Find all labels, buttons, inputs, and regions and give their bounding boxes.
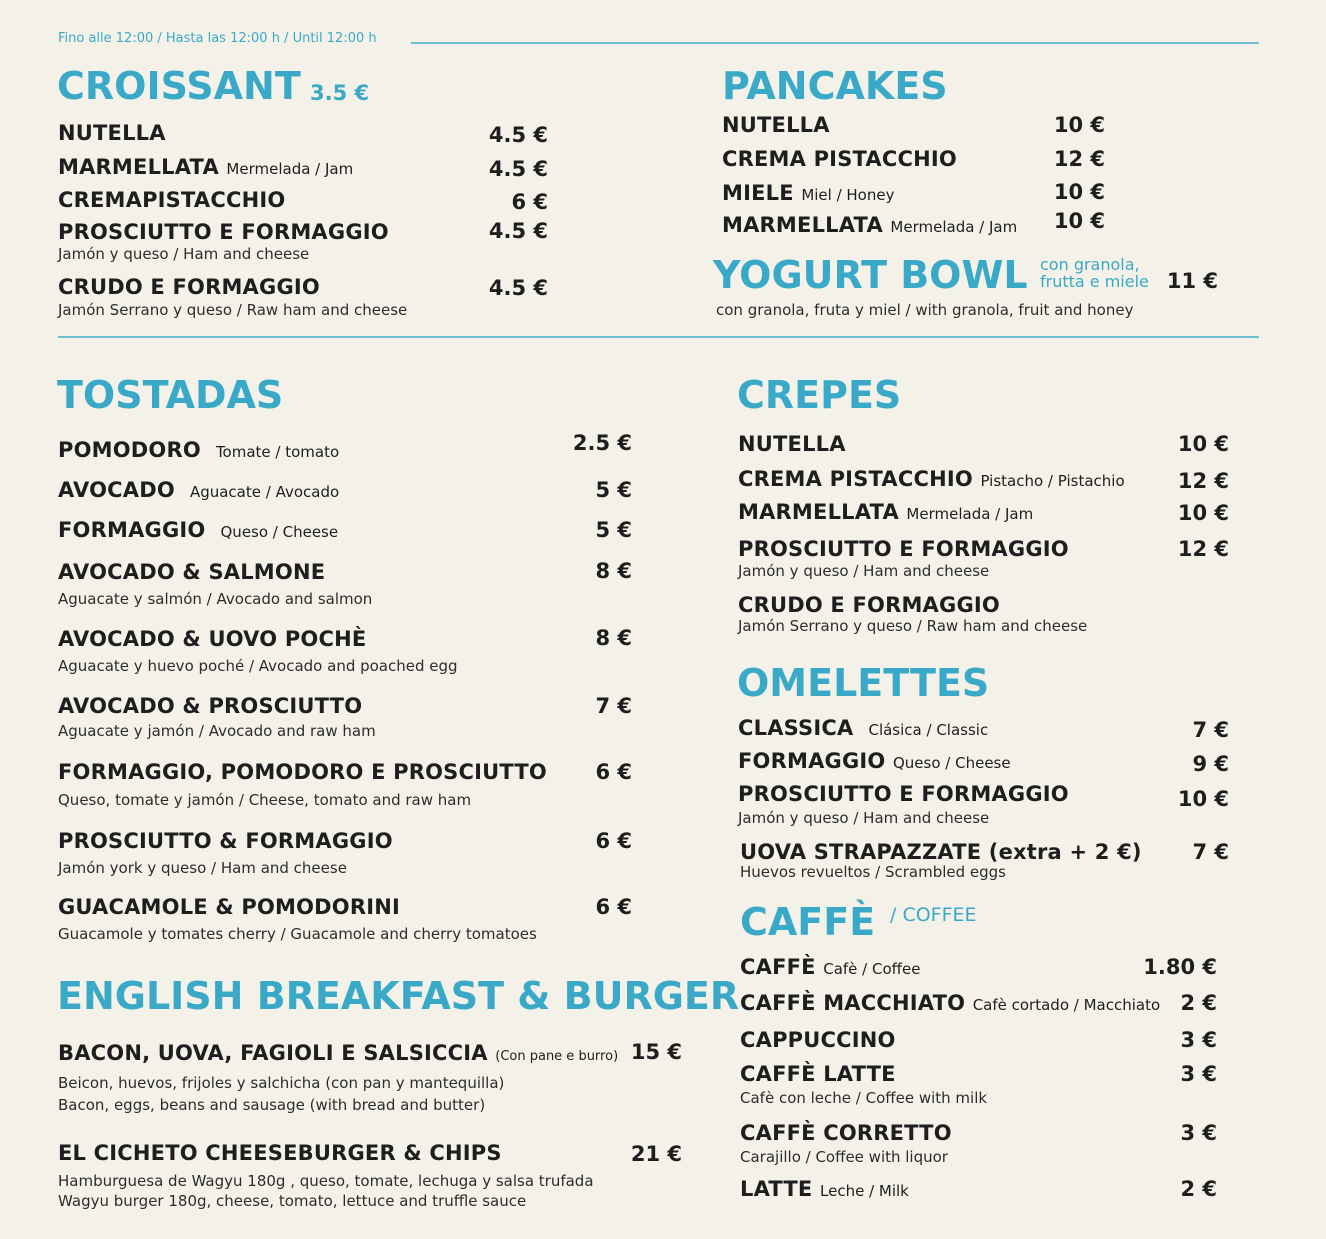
english-item bbox=[58, 1043, 618, 1064]
tostadas-item bbox=[58, 629, 366, 650]
item-name: FORMAGGIO, POMODORO E PROSCIUTTO bbox=[58, 760, 547, 784]
croissant-title: CROISSANT bbox=[57, 64, 301, 108]
item-price: 4.5 € bbox=[488, 157, 548, 181]
item-price: 7 € bbox=[595, 694, 632, 718]
item-translation: Mermelada / Jam bbox=[890, 218, 1018, 236]
caffe-title: CAFFÈ bbox=[740, 900, 876, 944]
item-price: 10 € bbox=[1177, 432, 1229, 456]
item-description: Jamón y queso / Ham and cheese bbox=[58, 245, 310, 263]
item-name: CREMAPISTACCHIO bbox=[58, 188, 286, 212]
item-translation: Cafè / Coffee bbox=[823, 960, 921, 978]
item-translation: Queso / Cheese bbox=[220, 523, 339, 541]
item-name: CREMA PISTACCHIO bbox=[722, 147, 957, 171]
crepes-item bbox=[738, 595, 1000, 616]
tostadas-item bbox=[58, 696, 362, 717]
item-price: 10 € bbox=[1177, 501, 1229, 525]
crepes-item bbox=[738, 469, 1125, 490]
item-description: Wagyu burger 180g, cheese, tomato, lettuce and truffle sauce bbox=[58, 1192, 527, 1210]
tostadas-item bbox=[58, 520, 338, 541]
item-price: 5 € bbox=[595, 478, 632, 502]
item-translation: Cafè cortado / Macchiato bbox=[972, 996, 1161, 1014]
item-name: FORMAGGIO bbox=[58, 518, 206, 542]
item-name: AVOCADO bbox=[58, 478, 175, 502]
item-name: UOVA STRAPAZZATE (extra + 2 €) bbox=[740, 840, 1142, 864]
omelettes-item bbox=[738, 718, 988, 739]
hours-note: Fino alle 12:00 / Hasta las 12:00 h / Until 12:00 h bbox=[58, 31, 377, 46]
item-description: Queso, tomate y jamón / Cheese, tomato and raw ham bbox=[58, 791, 472, 809]
item-price: 12 € bbox=[1053, 147, 1105, 171]
item-price: 12 € bbox=[1177, 537, 1229, 561]
item-price: 4.5 € bbox=[488, 123, 548, 147]
item-description: Cafè con leche / Coffee with milk bbox=[740, 1089, 988, 1107]
item-price: 9 € bbox=[1192, 752, 1229, 776]
caffe-item bbox=[740, 1179, 909, 1200]
crepes-item bbox=[738, 502, 1033, 523]
item-name: CAFFÈ MACCHIATO bbox=[740, 991, 966, 1015]
item-translation: Clásica / Classic bbox=[868, 721, 989, 739]
item-price: 8 € bbox=[595, 559, 632, 583]
crepes-item bbox=[738, 539, 1069, 560]
item-name: CAFFÈ LATTE bbox=[740, 1062, 896, 1086]
item-price: 3 € bbox=[1180, 1121, 1217, 1145]
item-name: AVOCADO & UOVO POCHÈ bbox=[58, 627, 367, 651]
item-price: 3 € bbox=[1180, 1062, 1217, 1086]
omelettes-item bbox=[738, 784, 1069, 805]
section-divider bbox=[58, 336, 1259, 338]
pancakes-item bbox=[722, 215, 1017, 236]
item-name: PROSCIUTTO E FORMAGGIO bbox=[738, 782, 1069, 806]
item-name: NUTELLA bbox=[738, 432, 846, 456]
item-name: MARMELLATA bbox=[738, 500, 899, 524]
item-name: PROSCIUTTO & FORMAGGIO bbox=[58, 829, 393, 853]
item-name: CRUDO E FORMAGGIO bbox=[58, 275, 320, 299]
item-name: LATTE bbox=[740, 1177, 813, 1201]
item-price: 8 € bbox=[595, 626, 632, 650]
item-name: AVOCADO & SALMONE bbox=[58, 560, 326, 584]
item-description: Jamón york y queso / Ham and cheese bbox=[58, 859, 347, 877]
item-description: Carajillo / Coffee with liquor bbox=[740, 1148, 948, 1166]
crepes-item bbox=[738, 434, 846, 455]
item-name: GUACAMOLE & POMODORINI bbox=[58, 895, 401, 919]
item-price: 1.80 € bbox=[1143, 955, 1217, 979]
item-price: 10 € bbox=[1053, 180, 1105, 204]
item-price: 6 € bbox=[511, 190, 548, 214]
item-price: 12 € bbox=[1177, 469, 1229, 493]
caffe-item bbox=[740, 1064, 896, 1085]
item-name: MIELE bbox=[722, 181, 794, 205]
item-name: CAFFÈ CORRETTO bbox=[740, 1121, 952, 1145]
item-name: NUTELLA bbox=[722, 113, 830, 137]
item-translation: Miel / Honey bbox=[801, 186, 895, 204]
item-description: Jamón y queso / Ham and cheese bbox=[738, 562, 990, 580]
item-name: CAFFÈ bbox=[740, 955, 816, 979]
item-name: CRUDO E FORMAGGIO bbox=[738, 593, 1000, 617]
item-translation: Aguacate / Avocado bbox=[189, 483, 340, 501]
item-price: 5 € bbox=[595, 518, 632, 542]
croissant-item bbox=[58, 222, 389, 243]
item-name: AVOCADO & PROSCIUTTO bbox=[58, 694, 363, 718]
item-price: 10 € bbox=[1177, 787, 1229, 811]
item-description: Jamón Serrano y queso / Raw ham and cheese bbox=[738, 617, 1088, 635]
item-price: 4.5 € bbox=[488, 276, 548, 300]
item-note: (Con pane e burro) bbox=[495, 1049, 619, 1064]
item-translation: Mermelada / Jam bbox=[226, 160, 354, 178]
item-price: 6 € bbox=[595, 760, 632, 784]
item-translation: Queso / Cheese bbox=[892, 754, 1011, 772]
item-name: PROSCIUTTO E FORMAGGIO bbox=[738, 537, 1069, 561]
tostadas-item bbox=[58, 831, 393, 852]
croissant-item bbox=[58, 190, 285, 211]
english-item bbox=[58, 1143, 502, 1164]
item-name: MARMELLATA bbox=[58, 155, 219, 179]
item-price: 7 € bbox=[1192, 840, 1229, 864]
tostadas-item bbox=[58, 480, 339, 501]
caffe-item bbox=[740, 1123, 952, 1144]
english-breakfast-title: ENGLISH BREAKFAST & BURGER bbox=[57, 974, 740, 1018]
item-name: NUTELLA bbox=[58, 121, 166, 145]
item-description: Hamburguesa de Wagyu 180g , queso, tomate, lechuga y salsa trufada bbox=[58, 1172, 594, 1190]
pancakes-item bbox=[722, 183, 894, 204]
tostadas-item bbox=[58, 562, 325, 583]
croissant-item bbox=[58, 157, 353, 178]
item-description: Aguacate y salmón / Avocado and salmon bbox=[58, 590, 373, 608]
crepes-title: CREPES bbox=[737, 373, 902, 417]
omelettes-title: OMELETTES bbox=[737, 661, 990, 705]
item-name: BACON, UOVA, FAGIOLI E SALSICCIA bbox=[58, 1041, 488, 1065]
item-name: CAPPUCCINO bbox=[740, 1028, 896, 1052]
item-translation: Tomate / tomato bbox=[215, 443, 340, 461]
item-description: Bacon, eggs, beans and sausage (with bread and butter) bbox=[58, 1096, 486, 1114]
tostadas-item bbox=[58, 897, 400, 918]
item-translation: Mermelada / Jam bbox=[906, 505, 1034, 523]
item-translation: Pistacho / Pistachio bbox=[980, 472, 1125, 490]
item-price: 2 € bbox=[1180, 991, 1217, 1015]
item-name: EL CICHETO CHEESEBURGER & CHIPS bbox=[58, 1141, 502, 1165]
item-price: 15 € bbox=[630, 1040, 682, 1064]
item-translation: Leche / Milk bbox=[820, 1182, 909, 1200]
item-price: 7 € bbox=[1192, 718, 1229, 742]
caffe-item bbox=[740, 993, 1160, 1014]
item-name: MARMELLATA bbox=[722, 213, 883, 237]
item-name: POMODORO bbox=[58, 438, 201, 462]
yogurt-bowl-price: 11 € bbox=[1166, 269, 1218, 293]
item-price: 3 € bbox=[1180, 1028, 1217, 1052]
yogurt-bowl-note: con granola, frutta e miele bbox=[1040, 255, 1149, 291]
item-price: 10 € bbox=[1053, 209, 1105, 233]
item-price: 2 € bbox=[1180, 1177, 1217, 1201]
caffe-subtitle: / COFFEE bbox=[890, 904, 977, 926]
yogurt-bowl-title: YOGURT BOWL bbox=[713, 253, 1028, 297]
tostadas-title: TOSTADAS bbox=[57, 373, 284, 417]
item-price: 6 € bbox=[595, 829, 632, 853]
item-description: Beicon, huevos, frijoles y salchicha (con pan y mantequilla) bbox=[58, 1074, 505, 1092]
top-divider bbox=[411, 42, 1259, 44]
item-name: CREMA PISTACCHIO bbox=[738, 467, 973, 491]
item-price: 21 € bbox=[630, 1142, 682, 1166]
item-price: 6 € bbox=[595, 895, 632, 919]
item-name: PROSCIUTTO E FORMAGGIO bbox=[58, 220, 389, 244]
croissant-item bbox=[58, 277, 320, 298]
item-name: FORMAGGIO bbox=[738, 749, 886, 773]
item-description: Huevos revueltos / Scrambled eggs bbox=[740, 863, 1006, 881]
pancakes-item bbox=[722, 115, 830, 136]
item-description: Aguacate y huevo poché / Avocado and poached egg bbox=[58, 657, 458, 675]
omelettes-item bbox=[738, 751, 1011, 772]
tostadas-item bbox=[58, 440, 339, 461]
pancakes-item bbox=[722, 149, 957, 170]
yogurt-bowl-description: con granola, fruta y miel / with granola, fruit and honey bbox=[716, 301, 1134, 319]
item-description: Jamón y queso / Ham and cheese bbox=[738, 809, 990, 827]
croissant-price: 3.5 € bbox=[310, 81, 370, 105]
pancakes-title: PANCAKES bbox=[722, 64, 948, 108]
item-description: Aguacate y jamón / Avocado and raw ham bbox=[58, 722, 376, 740]
omelettes-item bbox=[740, 842, 1142, 863]
item-name: CLASSICA bbox=[738, 716, 854, 740]
caffe-item bbox=[740, 957, 920, 978]
item-description: Jamón Serrano y queso / Raw ham and cheese bbox=[58, 301, 408, 319]
item-price: 10 € bbox=[1053, 113, 1105, 137]
croissant-item bbox=[58, 123, 166, 144]
item-description: Guacamole y tomates cherry / Guacamole and cherry tomatoes bbox=[58, 925, 537, 943]
caffe-item bbox=[740, 1030, 896, 1051]
item-price: 4.5 € bbox=[488, 219, 548, 243]
tostadas-item bbox=[58, 762, 547, 783]
item-price: 2.5 € bbox=[572, 431, 632, 455]
